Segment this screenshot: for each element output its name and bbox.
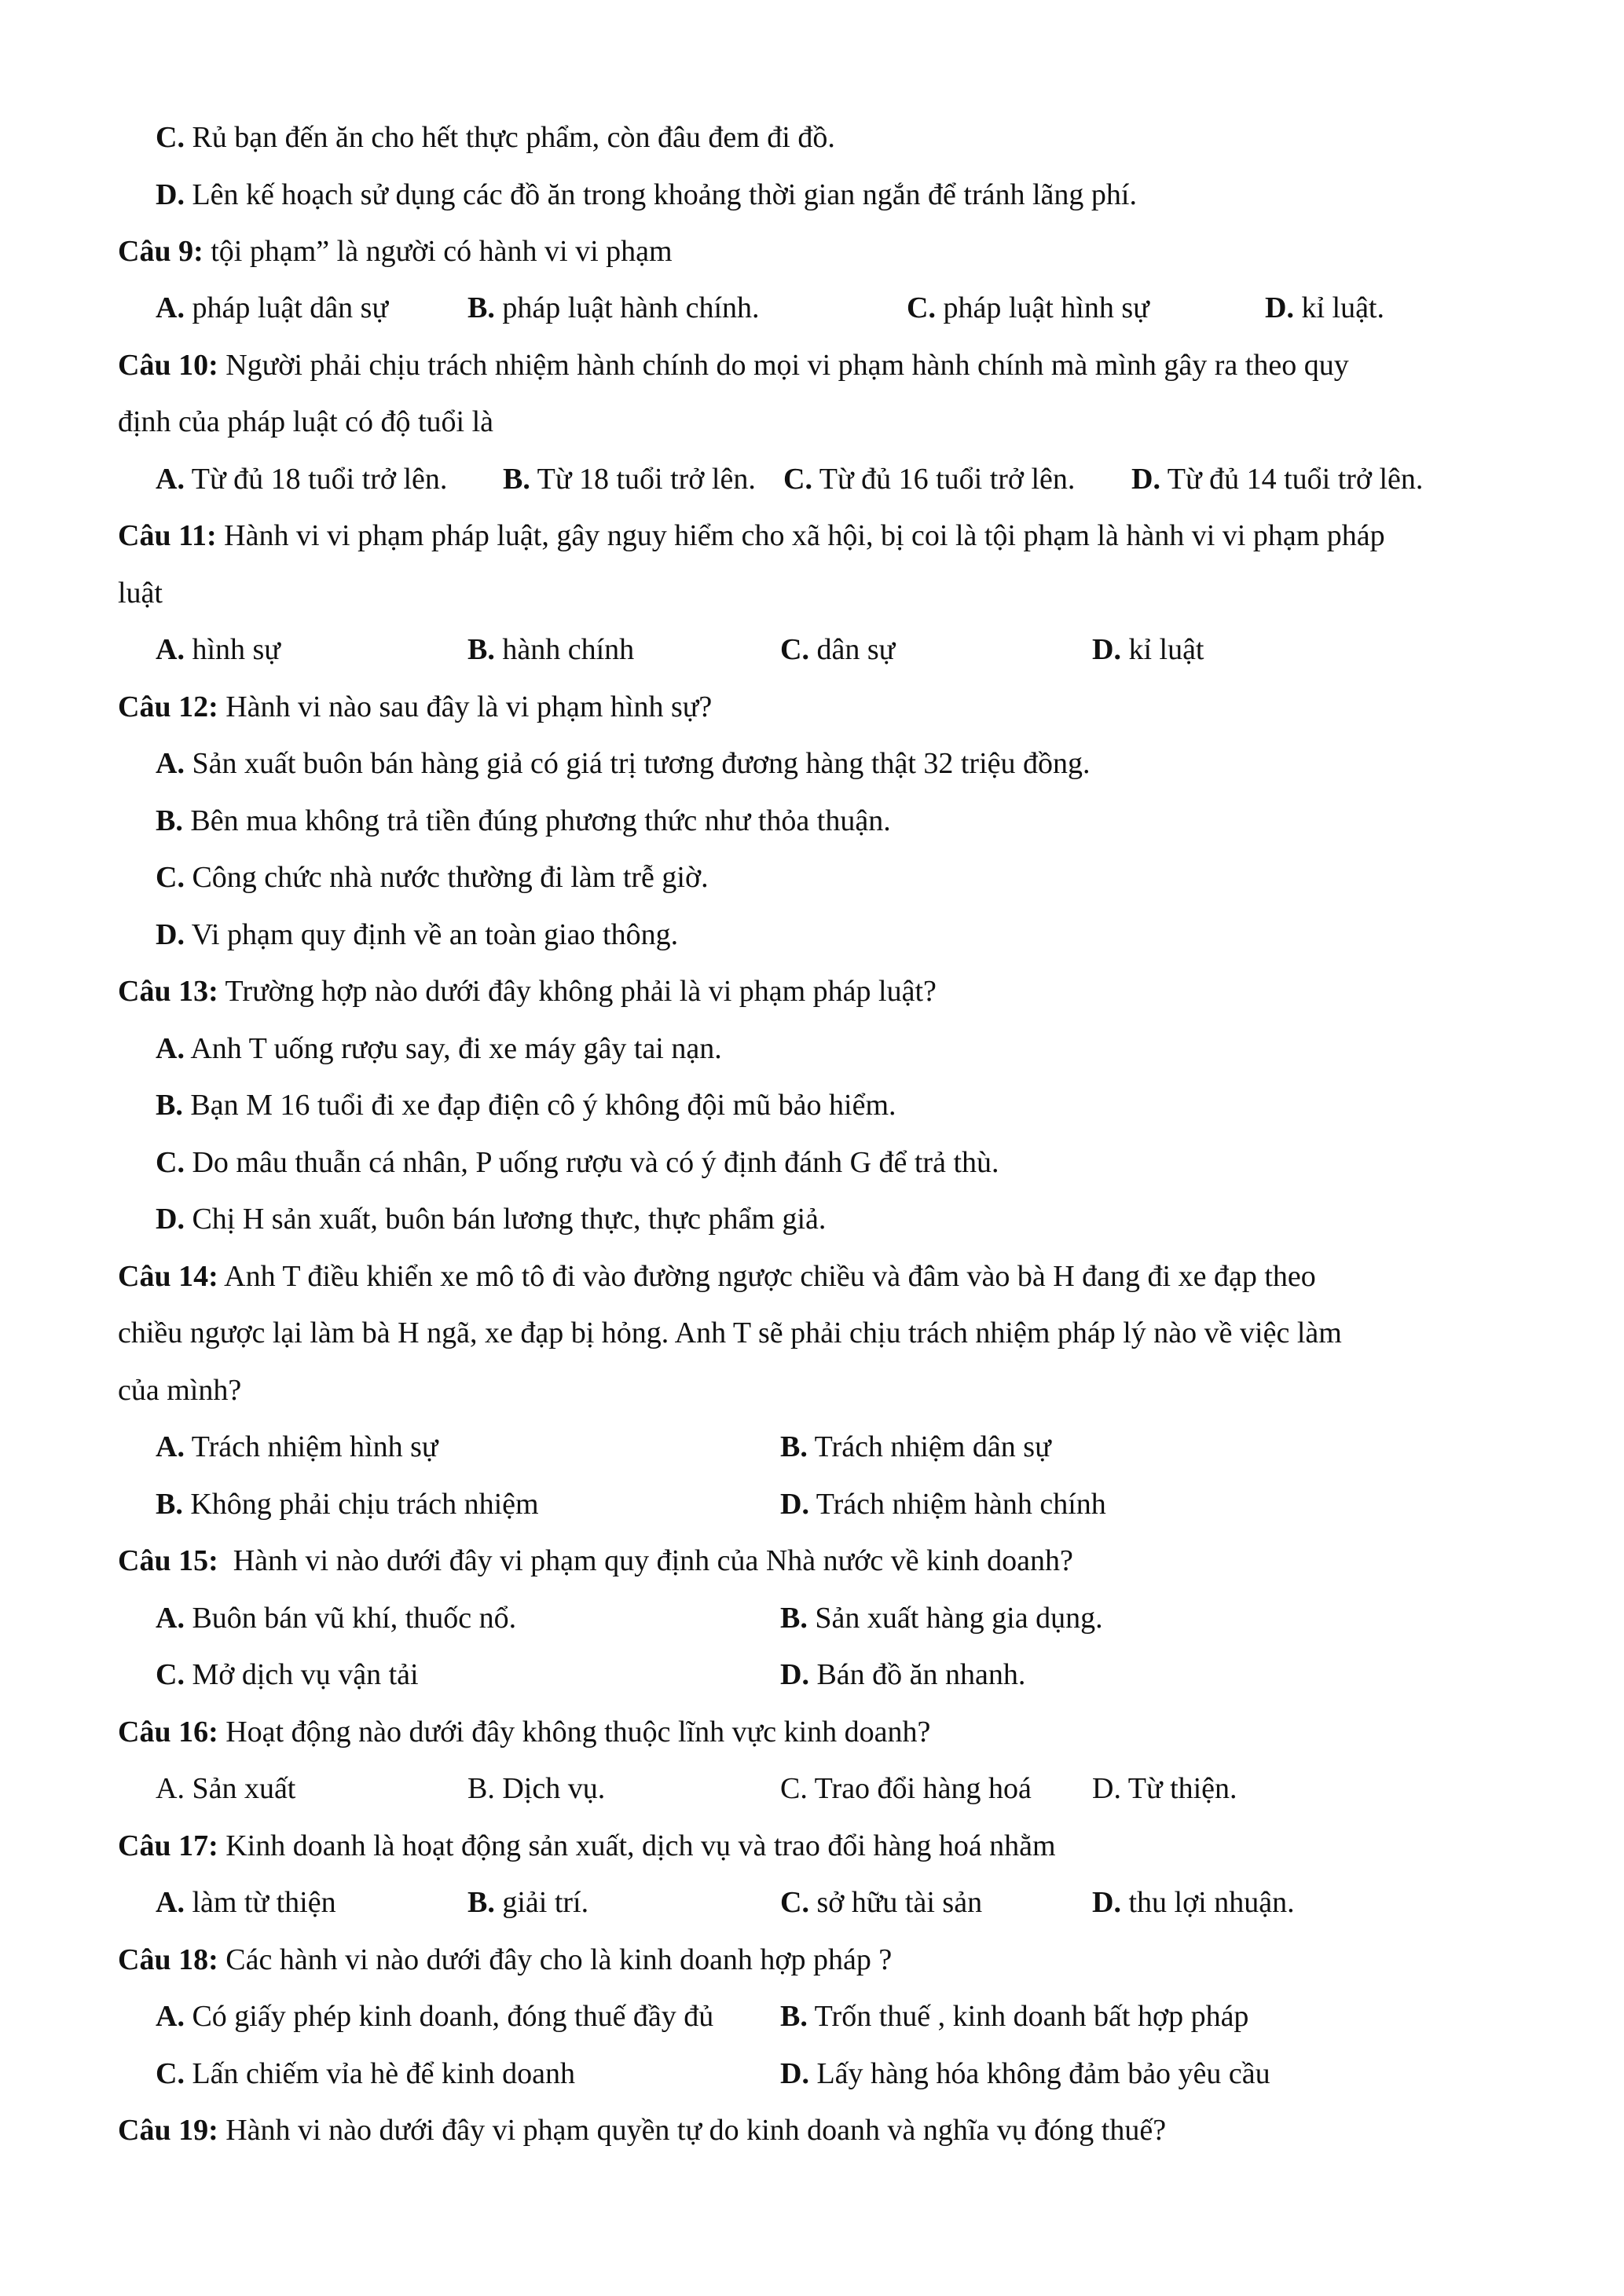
q11-option-b: B. hành chính xyxy=(467,633,635,666)
question-text: Hoạt động nào dưới đây không thuộc lĩnh vực kinh doanh? xyxy=(218,1716,931,1749)
q15-option-d: D. Bán đồ ăn nhanh. xyxy=(780,1658,1026,1691)
q15-option-a: A. Buôn bán vũ khí, thuốc nổ. xyxy=(156,1602,517,1635)
question-text: Người phải chịu trách nhiệm hành chính do mọi vi phạm hành chính mà mình gây ra theo quy xyxy=(218,349,1349,382)
q13-option-c: C. Do mâu thuẫn cá nhân, P uống rượu và có ý định đánh G để trả thù. xyxy=(156,1146,999,1179)
q15-stem xyxy=(0,1537,1624,1584)
question-text: Hành vi nào dưới đây vi phạm quy định của Nhà nước về kinh doanh? xyxy=(218,1544,1073,1577)
q10-stem-line2: định của pháp luật có độ tuổi là xyxy=(118,405,494,438)
q17-option-b: B. giải trí. xyxy=(467,1886,589,1919)
question-label: Câu 16: xyxy=(118,1716,218,1749)
q11-options xyxy=(0,626,1624,673)
q14-option-a: A. Trách nhiệm hình sự xyxy=(156,1430,438,1463)
q18-option-d: D. Lấy hàng hóa không đảm bảo yêu cầu xyxy=(780,2057,1270,2090)
q12-option-a: A. Sản xuất buôn bán hàng giả có giá trị tương đương hàng thật 32 triệu đồng. xyxy=(156,747,1091,780)
q14-option-d: D. Trách nhiệm hành chính xyxy=(780,1488,1106,1521)
question-label: Câu 9: xyxy=(118,235,203,268)
question-label: Câu 10: xyxy=(118,349,218,382)
q14-options-row2 xyxy=(0,1481,1624,1528)
q15-option-b: B. Sản xuất hàng gia dụng. xyxy=(780,1602,1103,1635)
q17-stem xyxy=(0,1822,1624,1869)
q18-option-c: C. Lấn chiếm vỉa hè để kinh doanh xyxy=(156,2057,575,2090)
q9-stem xyxy=(0,228,1624,275)
q12-option-d: D. Vi phạm quy định về an toàn giao thông. xyxy=(156,918,679,951)
option-text: Rủ bạn đến ăn cho hết thực phẩm, còn đâu đem đi đồ. xyxy=(184,121,835,154)
q11-stem-line1 xyxy=(0,512,1624,559)
question-text: Hành vi vi phạm pháp luật, gây nguy hiểm cho xã hội, bị coi là tội phạm là hành vi vi phạm pháp xyxy=(216,519,1385,552)
q11-option-a: A. hình sự xyxy=(156,633,280,666)
question-label: Câu 15: xyxy=(118,1544,218,1577)
q12-stem xyxy=(0,683,1624,731)
q10-stem-line1 xyxy=(0,342,1624,389)
q15-options-row2 xyxy=(0,1651,1624,1698)
option-letter: D. xyxy=(156,178,185,211)
q8-option-c xyxy=(0,114,1624,161)
q17-options xyxy=(0,1879,1624,1926)
q9-option-c: C. pháp luật hình sự xyxy=(907,291,1149,324)
question-text: Hành vi nào sau đây là vi phạm hình sự? xyxy=(218,690,713,723)
question-text: Kinh doanh là hoạt động sản xuất, dịch vụ và trao đổi hàng hoá nhằm xyxy=(218,1829,1056,1862)
q9-options xyxy=(0,284,1624,331)
q12-option-c: C. Công chức nhà nước thường đi làm trễ giờ. xyxy=(156,861,709,894)
question-label: Câu 14: xyxy=(118,1260,218,1293)
q17-option-d: D. thu lợi nhuận. xyxy=(1092,1886,1295,1919)
q19-stem xyxy=(0,2107,1624,2154)
q18-stem xyxy=(0,1936,1624,1983)
q10-options xyxy=(0,456,1624,503)
q14-option-b2: B. Không phải chịu trách nhiệm xyxy=(156,1488,539,1521)
option-text: Lên kế hoạch sử dụng các đồ ăn trong khoảng thời gian ngắn để tránh lãng phí. xyxy=(184,178,1137,211)
q11-option-d: D. kỉ luật xyxy=(1092,633,1204,666)
q11-stem-line2: luật xyxy=(118,577,163,610)
question-text: Hành vi nào dưới đây vi phạm quyền tự do kinh doanh và nghĩa vụ đóng thuế? xyxy=(218,2114,1167,2147)
q10-option-c: C. Từ đủ 16 tuổi trở lên. xyxy=(783,463,1076,496)
question-label: Câu 13: xyxy=(118,975,218,1008)
q18-options-row1 xyxy=(0,1993,1624,2040)
option-letter: C. xyxy=(156,121,185,154)
q15-option-c: C. Mở dịch vụ vận tải xyxy=(156,1658,419,1691)
q17-option-a: A. làm từ thiện xyxy=(156,1886,336,1919)
question-label: Câu 11: xyxy=(118,519,217,552)
q13-stem xyxy=(0,968,1624,1015)
q14-stem-line3: của mình? xyxy=(118,1374,242,1407)
q16-stem xyxy=(0,1708,1624,1756)
q14-options-row1 xyxy=(0,1423,1624,1470)
q14-option-b: B. Trách nhiệm dân sự xyxy=(780,1430,1051,1463)
question-label: Câu 18: xyxy=(118,1943,218,1976)
q12-option-b: B. Bên mua không trả tiền đúng phương thức như thỏa thuận. xyxy=(156,804,891,837)
question-label: Câu 17: xyxy=(118,1829,218,1862)
q15-options-row1 xyxy=(0,1595,1624,1642)
q16-options xyxy=(0,1765,1624,1812)
q9-option-b: B. pháp luật hành chính. xyxy=(467,291,760,324)
q9-option-a: A. pháp luật dân sự xyxy=(156,291,389,324)
q14-stem-line2: chiều ngược lại làm bà H ngã, xe đạp bị hỏng. Anh T sẽ phải chịu trách nhiệm pháp lý nào về việc làm xyxy=(118,1316,1342,1349)
q18-option-a: A. Có giấy phép kinh doanh, đóng thuế đầy đủ xyxy=(156,2000,714,2033)
q13-option-d: D. Chị H sản xuất, buôn bán lương thực, thực phẩm giả. xyxy=(156,1203,827,1236)
question-text: tội phạm” là người có hành vi vi phạm xyxy=(203,235,673,268)
q16-option-c: C. Trao đổi hàng hoá xyxy=(780,1772,1032,1805)
q10-option-d: D. Từ đủ 14 tuổi trở lên. xyxy=(1131,463,1424,496)
q9-option-d: D. kỉ luật. xyxy=(1265,291,1384,324)
question-label: Câu 12: xyxy=(118,690,218,723)
q14-stem-line1 xyxy=(0,1253,1624,1300)
q13-option-a: A. Anh T uống rượu say, đi xe máy gây tai nạn. xyxy=(156,1032,722,1065)
q10-option-a: A. Từ đủ 18 tuổi trở lên. xyxy=(156,463,448,496)
q17-option-c: C. sở hữu tài sản xyxy=(780,1886,983,1919)
q10-option-b: B. Từ 18 tuổi trở lên. xyxy=(503,463,756,496)
question-label: Câu 19: xyxy=(118,2114,218,2147)
q16-option-b: B. Dịch vụ. xyxy=(467,1772,606,1805)
question-text: Các hành vi nào dưới đây cho là kinh doanh hợp pháp ? xyxy=(218,1943,893,1976)
q11-option-c: C. dân sự xyxy=(780,633,896,666)
q18-option-b: B. Trốn thuế , kinh doanh bất hợp pháp xyxy=(780,2000,1249,2033)
q16-option-a: A. Sản xuất xyxy=(156,1772,296,1805)
q18-options-row2 xyxy=(0,2050,1624,2097)
question-text: Trường hợp nào dưới đây không phải là vi phạm pháp luật? xyxy=(218,975,937,1008)
question-text: Anh T điều khiển xe mô tô đi vào đường ngược chiều và đâm vào bà H đang đi xe đạp theo xyxy=(218,1260,1316,1293)
q16-option-d: D. Từ thiện. xyxy=(1092,1772,1237,1805)
q8-option-d xyxy=(0,171,1624,218)
q13-option-b: B. Bạn M 16 tuổi đi xe đạp điện cô ý không đội mũ bảo hiểm. xyxy=(156,1089,896,1122)
